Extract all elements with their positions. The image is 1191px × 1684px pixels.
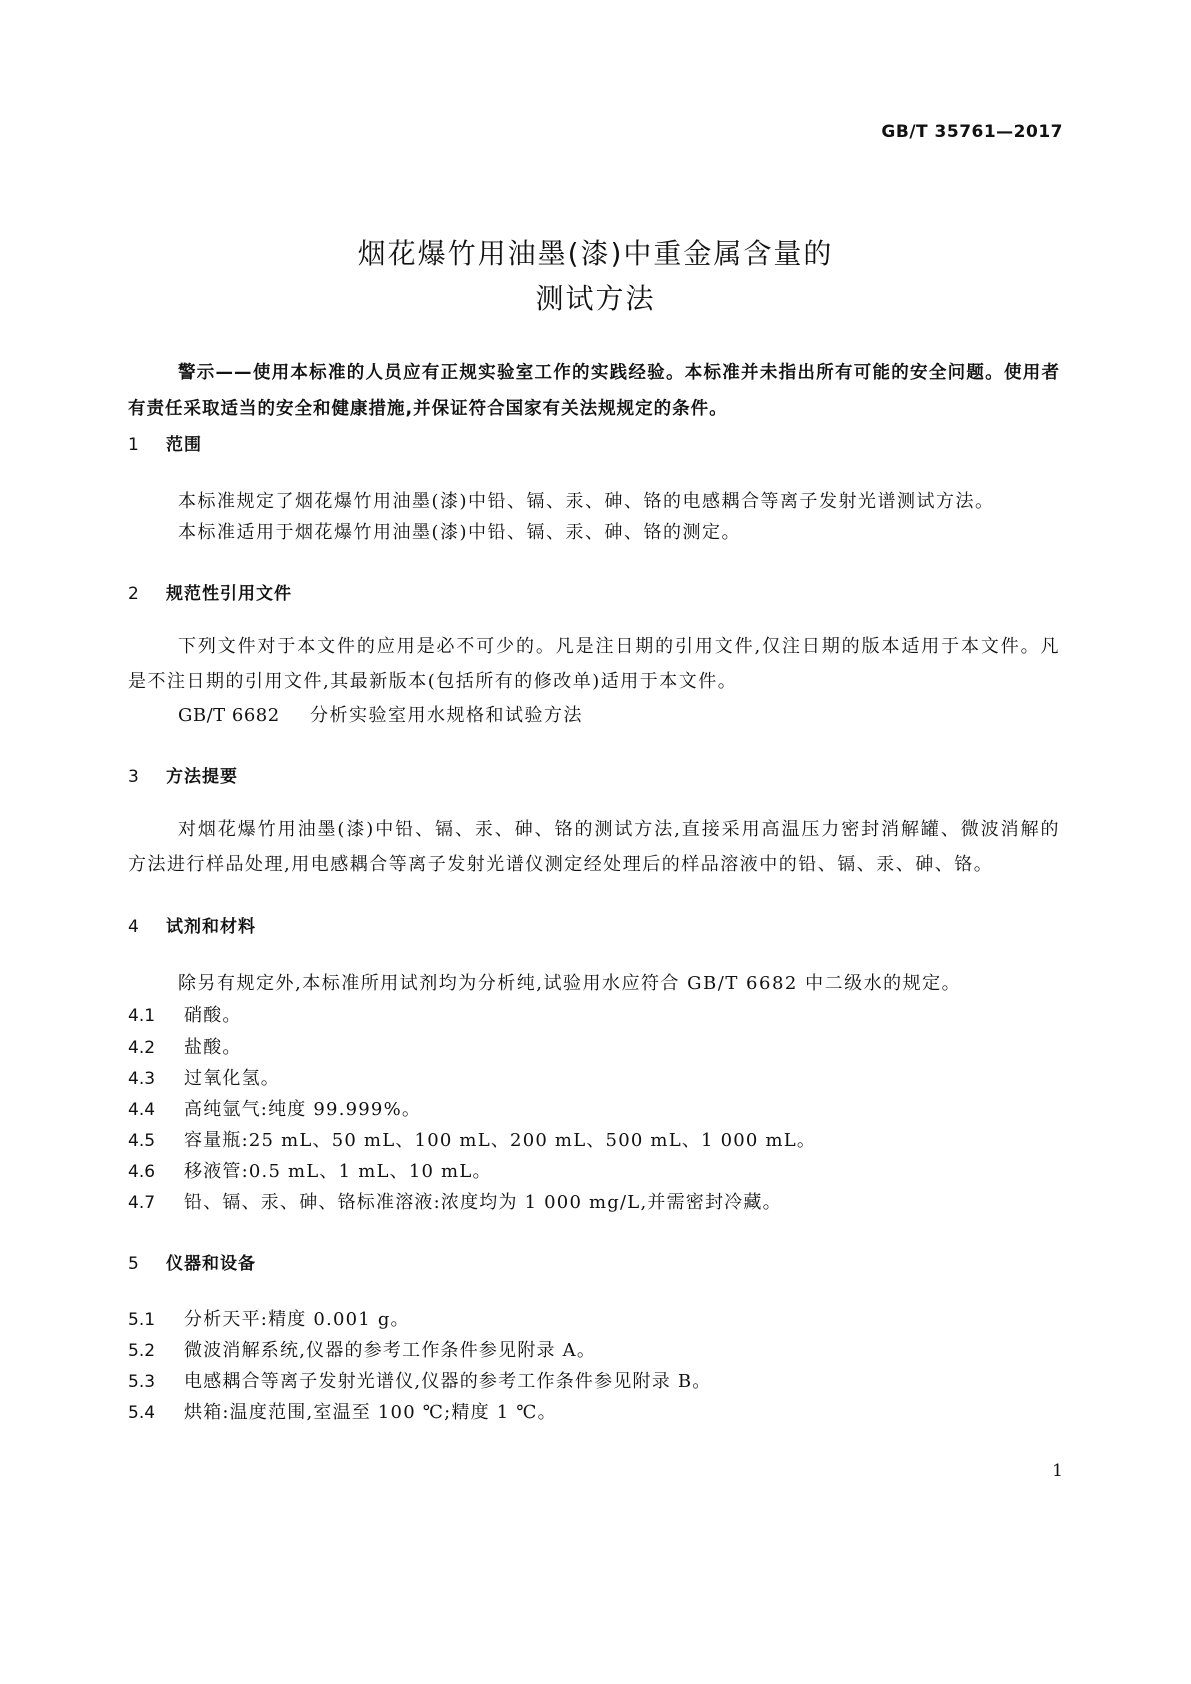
item-text: 盐酸。 <box>184 1037 242 1058</box>
section-title: 范围 <box>166 435 202 455</box>
item-number: 4.2 <box>128 1038 156 1058</box>
section-5-heading <box>128 1249 256 1274</box>
section-3-heading <box>128 762 238 787</box>
section-title: 规范性引用文件 <box>166 584 292 604</box>
list-item <box>128 1398 557 1424</box>
section-number: 5 <box>128 1254 140 1274</box>
section-1-paragraph-2: 本标准适用于烟花爆竹用油墨(漆)中铅、镉、汞、砷、铬的测定。 <box>178 522 742 543</box>
item-number: 4.4 <box>128 1100 156 1120</box>
section-title: 方法提要 <box>166 767 238 787</box>
item-text: 铅、镉、汞、砷、铬标准溶液:浓度均为 1 000 mg/L,并需密封冷藏。 <box>184 1192 782 1213</box>
item-number: 4.1 <box>128 1006 156 1026</box>
item-text: 微波消解系统,仪器的参考工作条件参见附录 A。 <box>184 1340 597 1361</box>
list-item <box>128 1157 492 1183</box>
item-text: 容量瓶:25 mL、50 mL、100 mL、200 mL、500 mL、1 000 mL。 <box>184 1130 817 1151</box>
item-number: 5.2 <box>128 1341 156 1361</box>
section-1-paragraph-1: 本标准规定了烟花爆竹用油墨(漆)中铅、镉、汞、砷、铬的电感耦合等离子发射光谱测试方法。 <box>178 491 995 512</box>
section-number: 1 <box>128 435 140 455</box>
section-2-heading <box>128 579 292 604</box>
item-number: 5.4 <box>128 1403 156 1423</box>
item-text: 过氧化氢。 <box>184 1068 280 1089</box>
section-4-intro: 除另有规定外,本标准所用试剂均为分析纯,试验用水应符合 GB/T 6682 中二级水的规定。 <box>178 973 962 994</box>
document-title-line-2: 测试方法 <box>535 282 656 315</box>
list-item <box>128 1188 782 1214</box>
section-title: 仪器和设备 <box>166 1254 256 1274</box>
item-number: 4.5 <box>128 1131 156 1151</box>
list-item <box>128 1033 242 1059</box>
item-number: 4.3 <box>128 1069 156 1089</box>
item-text: 烘箱:温度范围,室温至 100 ℃;精度 1 ℃。 <box>184 1402 557 1423</box>
section-3-paragraph: 对烟花爆竹用油墨(漆)中铅、镉、汞、砷、铬的测试方法,直接采用高温压力密封消解罐、微波消解的方法进行样品处理,用电感耦合等离子发射光谱仪测定经处理后的样品溶液中的铅、镉、汞、砷、铬。 <box>128 819 1060 875</box>
list-item <box>128 1126 816 1152</box>
item-number: 5.1 <box>128 1310 156 1330</box>
list-item <box>128 1367 711 1393</box>
list-item <box>128 1001 242 1027</box>
item-text: 分析天平:精度 0.001 g。 <box>184 1309 410 1330</box>
document-title-line-1: 烟花爆竹用油墨(漆)中重金属含量的 <box>357 237 834 270</box>
section-number: 4 <box>128 917 140 937</box>
safety-warning: 警示——使用本标准的人员应有正规实验室工作的实践经验。本标准并未指出所有可能的安全问题。使用者有责任采取适当的安全和健康措施,并保证符合国家有关法规规定的条件。 <box>128 363 1060 419</box>
page-number: 1 <box>1052 1461 1063 1481</box>
item-number: 5.3 <box>128 1372 156 1392</box>
section-number: 2 <box>128 584 140 604</box>
section-title: 试剂和材料 <box>166 917 256 937</box>
section-4-heading <box>128 912 256 937</box>
list-item <box>128 1305 410 1331</box>
section-2-paragraph: 下列文件对于本文件的应用是必不可少的。凡是注日期的引用文件,仅注日期的版本适用于本文件。凡是不注日期的引用文件,其最新版本(包括所有的修改单)适用于本文件。 <box>128 636 1060 692</box>
list-item <box>128 1064 280 1090</box>
item-text: 电感耦合等离子发射光谱仪,仪器的参考工作条件参见附录 B。 <box>184 1371 712 1392</box>
normative-reference <box>178 701 583 727</box>
reference-code: GB/T 6682 <box>178 705 280 726</box>
section-number: 3 <box>128 767 140 787</box>
item-number: 4.7 <box>128 1193 156 1213</box>
standard-code: GB/T 35761—2017 <box>881 122 1063 142</box>
reference-title: 分析实验室用水规格和试验方法 <box>310 705 583 726</box>
item-text: 高纯氩气:纯度 99.999%。 <box>184 1099 422 1120</box>
list-item <box>128 1095 421 1121</box>
section-1-heading <box>128 430 202 455</box>
item-text: 移液管:0.5 mL、1 mL、10 mL。 <box>184 1161 492 1182</box>
item-text: 硝酸。 <box>184 1005 242 1026</box>
item-number: 4.6 <box>128 1162 156 1182</box>
list-item <box>128 1336 596 1362</box>
